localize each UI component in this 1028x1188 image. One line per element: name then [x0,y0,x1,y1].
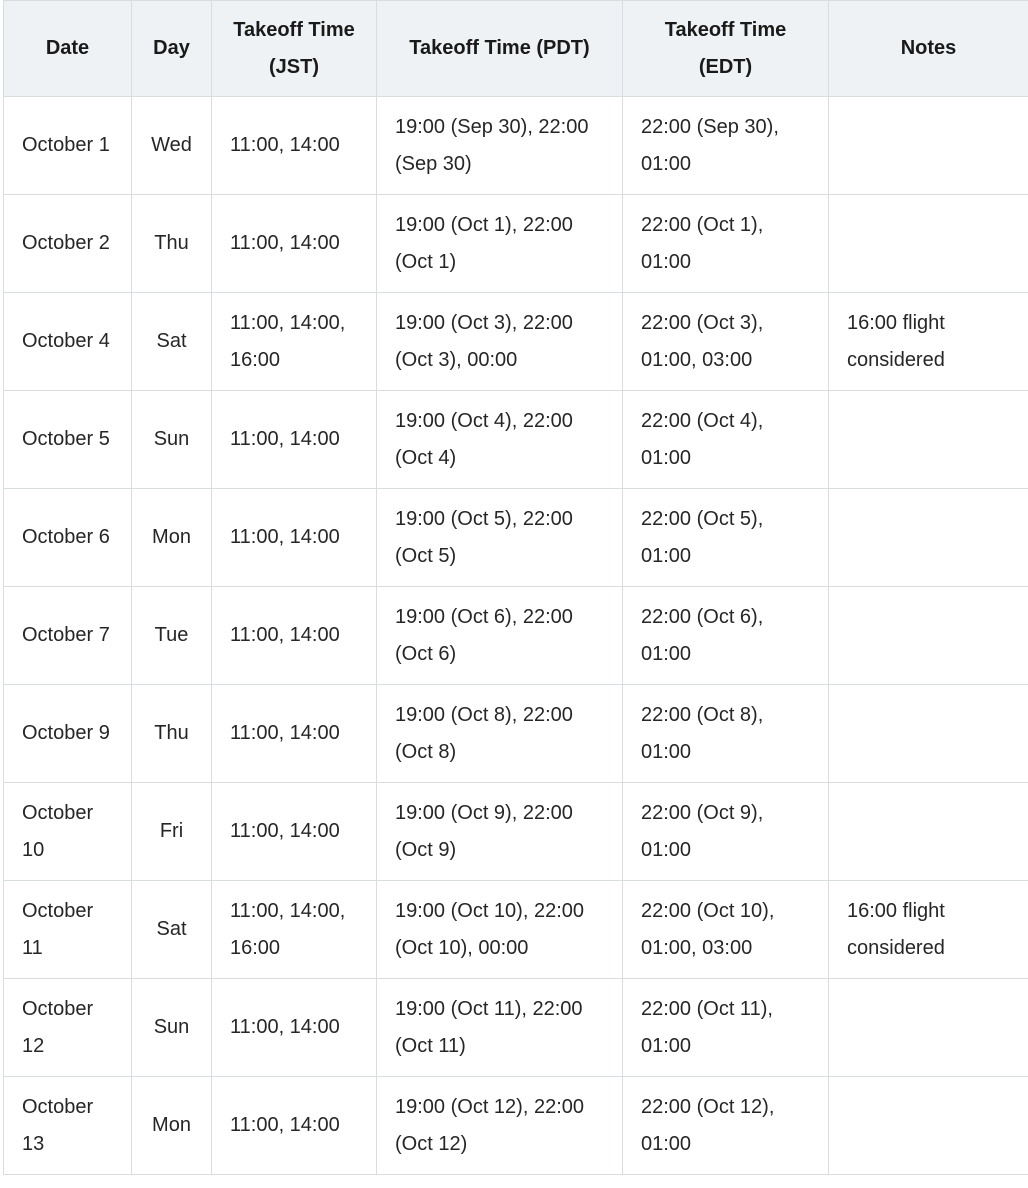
table-row [4,1077,1028,1175]
date-cell: October 2 [4,195,132,293]
edt-cell: 22:00 (Oct 4), 01:00 [623,391,829,489]
edt-cell: 22:00 (Oct 1), 01:00 [623,195,829,293]
notes-cell [829,489,1028,587]
header-row [4,1,1028,97]
day-cell: Sun [132,391,212,489]
edt-cell: 22:00 (Oct 10), 01:00, 03:00 [623,881,829,979]
jst-cell: 11:00, 14:00 [212,979,377,1077]
edt-cell: 22:00 (Oct 6), 01:00 [623,587,829,685]
edt-cell: 22:00 (Oct 12), 01:00 [623,1077,829,1175]
day-cell: Sun [132,979,212,1077]
jst-cell: 11:00, 14:00, 16:00 [212,881,377,979]
table-row [4,97,1028,195]
pdt-cell: 19:00 (Oct 11), 22:00 (Oct 11) [377,979,623,1077]
date-cell: October 4 [4,293,132,391]
day-cell: Thu [132,685,212,783]
notes-cell: 16:00 flight considered [829,881,1028,979]
jst-cell: 11:00, 14:00 [212,489,377,587]
table-header [4,1,1028,97]
table-row [4,881,1028,979]
notes-cell [829,195,1028,293]
edt-cell: 22:00 (Oct 3), 01:00, 03:00 [623,293,829,391]
table-row [4,685,1028,783]
notes-cell [829,685,1028,783]
day-cell: Tue [132,587,212,685]
day-cell: Wed [132,97,212,195]
edt-cell: 22:00 (Oct 5), 01:00 [623,489,829,587]
jst-cell: 11:00, 14:00 [212,97,377,195]
date-cell: October 10 [4,783,132,881]
jst-cell: 11:00, 14:00 [212,195,377,293]
pdt-cell: 19:00 (Sep 30), 22:00 (Sep 30) [377,97,623,195]
day-cell: Thu [132,195,212,293]
pdt-cell: 19:00 (Oct 5), 22:00 (Oct 5) [377,489,623,587]
date-cell: October 5 [4,391,132,489]
jst-cell: 11:00, 14:00 [212,685,377,783]
pdt-cell: 19:00 (Oct 6), 22:00 (Oct 6) [377,587,623,685]
day-cell: Fri [132,783,212,881]
jst-cell: 11:00, 14:00 [212,587,377,685]
notes-cell [829,1077,1028,1175]
notes-cell: 16:00 flight considered [829,293,1028,391]
date-cell: October 9 [4,685,132,783]
notes-cell [829,97,1028,195]
notes-cell [829,979,1028,1077]
edt-cell: 22:00 (Oct 8), 01:00 [623,685,829,783]
header-date: Date [4,1,132,97]
pdt-cell: 19:00 (Oct 4), 22:00 (Oct 4) [377,391,623,489]
header-day: Day [132,1,212,97]
edt-cell: 22:00 (Sep 30), 01:00 [623,97,829,195]
pdt-cell: 19:00 (Oct 1), 22:00 (Oct 1) [377,195,623,293]
day-cell: Sat [132,293,212,391]
notes-cell [829,391,1028,489]
pdt-cell: 19:00 (Oct 12), 22:00 (Oct 12) [377,1077,623,1175]
pdt-cell: 19:00 (Oct 10), 22:00 (Oct 10), 00:00 [377,881,623,979]
day-cell: Sat [132,881,212,979]
header-takeoff-pdt: Takeoff Time (PDT) [377,1,623,97]
day-cell: Mon [132,489,212,587]
table-row [4,195,1028,293]
date-cell: October 1 [4,97,132,195]
jst-cell: 11:00, 14:00 [212,1077,377,1175]
header-takeoff-jst: Takeoff Time (JST) [212,1,377,97]
table-row [4,587,1028,685]
flight-schedule-table [3,0,1028,1175]
notes-cell [829,587,1028,685]
table-row [4,783,1028,881]
day-cell: Mon [132,1077,212,1175]
jst-cell: 11:00, 14:00 [212,391,377,489]
table-row [4,293,1028,391]
date-cell: October 11 [4,881,132,979]
edt-cell: 22:00 (Oct 9), 01:00 [623,783,829,881]
notes-cell [829,783,1028,881]
jst-cell: 11:00, 14:00 [212,783,377,881]
pdt-cell: 19:00 (Oct 9), 22:00 (Oct 9) [377,783,623,881]
date-cell: October 7 [4,587,132,685]
edt-cell: 22:00 (Oct 11), 01:00 [623,979,829,1077]
date-cell: October 13 [4,1077,132,1175]
table-row [4,391,1028,489]
date-cell: October 12 [4,979,132,1077]
header-takeoff-edt: Takeoff Time (EDT) [623,1,829,97]
pdt-cell: 19:00 (Oct 3), 22:00 (Oct 3), 00:00 [377,293,623,391]
date-cell: October 6 [4,489,132,587]
table-row [4,979,1028,1077]
jst-cell: 11:00, 14:00, 16:00 [212,293,377,391]
header-notes: Notes [829,1,1028,97]
table-body [4,97,1028,1175]
table-row [4,489,1028,587]
pdt-cell: 19:00 (Oct 8), 22:00 (Oct 8) [377,685,623,783]
